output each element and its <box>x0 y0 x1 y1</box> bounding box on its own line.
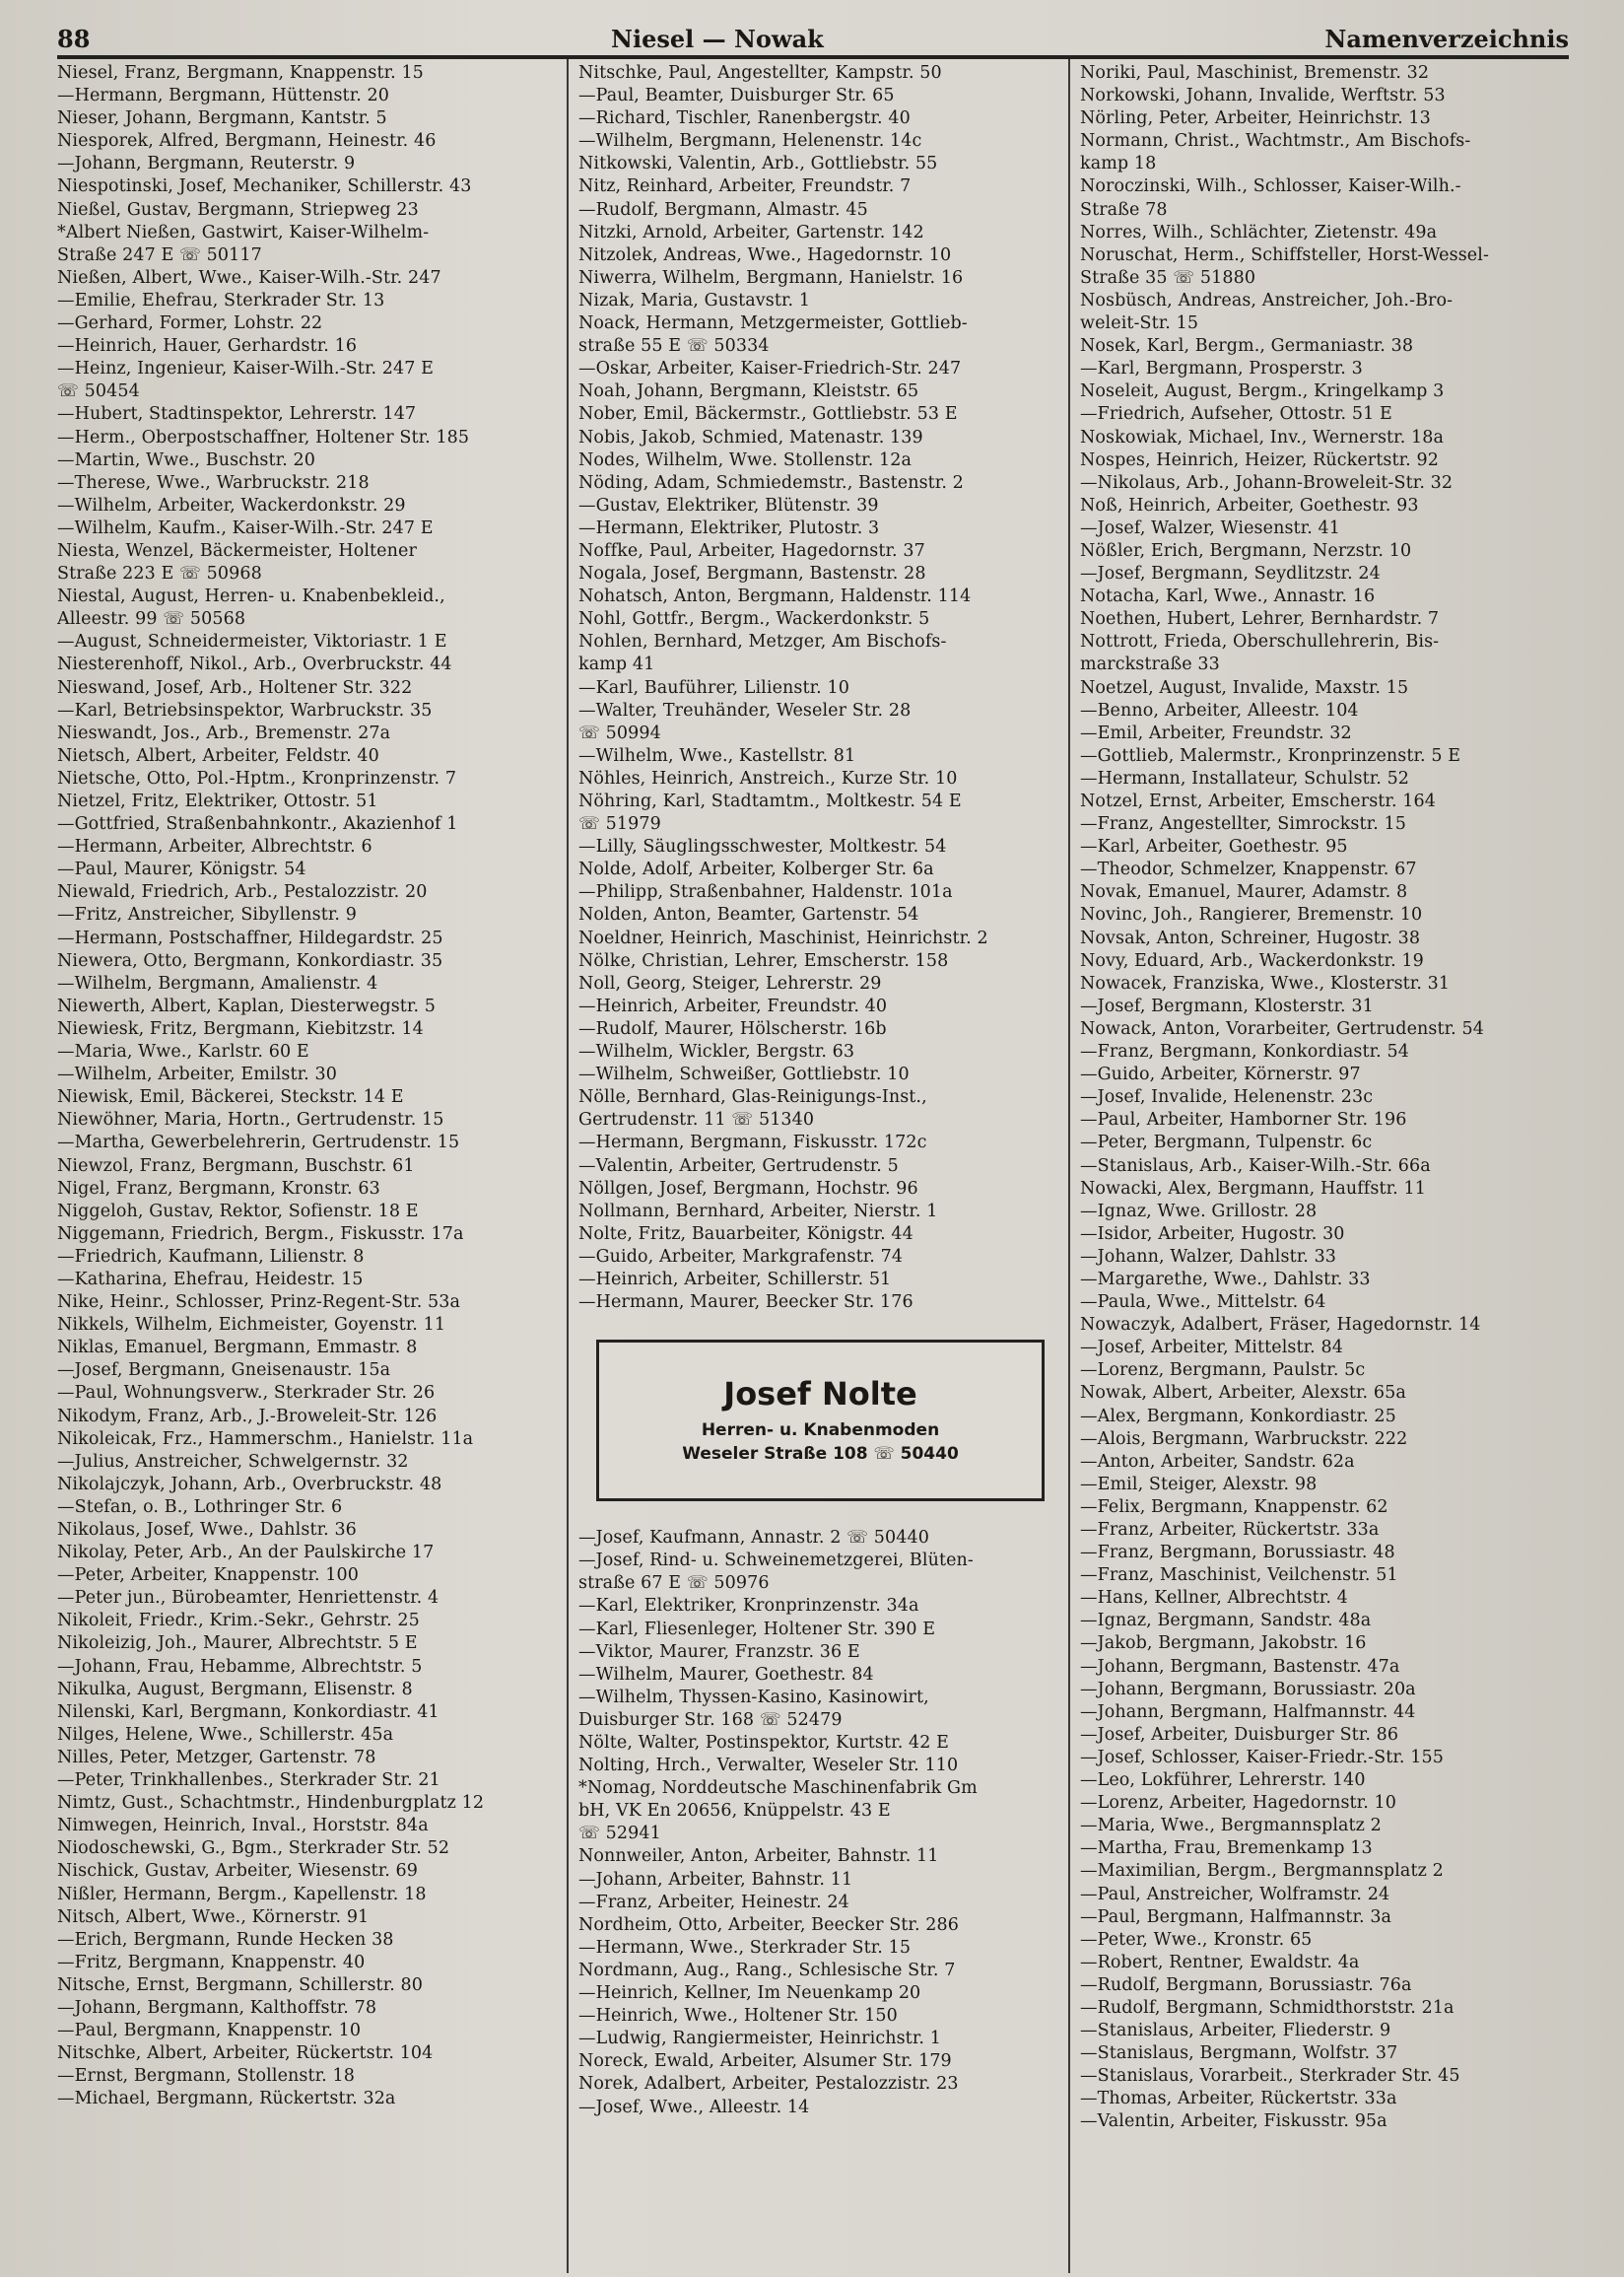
directory-entry: —Hermann, Bergmann, Fiskusstr. 172c <box>578 1133 927 1153</box>
directory-entry: Niewera, Otto, Bergmann, Konkordiastr. 35 <box>57 950 443 971</box>
entry-list-2b <box>578 1527 1062 2118</box>
directory-entry: —Hermann, Bergmann, Hüttenstr. 20 <box>57 86 390 106</box>
directory-entry: Nitzolek, Andreas, Wwe., Hagedornstr. 10 <box>578 244 952 265</box>
directory-entry: —Heinrich, Kellner, Im Neuenkamp 20 <box>578 1983 921 2004</box>
directory-entry: Nordmann, Aug., Rang., Schlesische Str. 7 <box>578 1960 956 1980</box>
directory-entry: —Lorenz, Bergmann, Paulstr. 5c <box>1080 1360 1366 1381</box>
directory-entry: Straße 78 <box>1080 199 1168 220</box>
directory-entry: Nörling, Peter, Arbeiter, Heinrichstr. 13 <box>1080 108 1431 129</box>
directory-entry: Nikkels, Wilhelm, Eichmeister, Goyenstr. 11 <box>57 1315 446 1336</box>
directory-entry: —Rudolf, Bergmann, Almastr. 45 <box>578 199 868 220</box>
directory-entry: Noetzel, August, Invalide, Maxstr. 15 <box>1080 677 1409 698</box>
column-2 <box>567 59 1068 2273</box>
directory-entry: —Josef, Arbeiter, Duisburger Str. 86 <box>1080 1724 1399 1745</box>
directory-entry: —Friedrich, Aufseher, Ottostr. 51 E <box>1080 404 1392 425</box>
directory-entry: —Hans, Kellner, Albrechtstr. 4 <box>1080 1588 1348 1609</box>
directory-entry: Nitschke, Paul, Angestellter, Kampstr. 50 <box>578 63 942 83</box>
directory-entry: Nikodym, Franz, Arb., J.-Broweleit-Str. 126 <box>57 1406 438 1426</box>
directory-entry: Nieser, Johann, Bergmann, Kantstr. 5 <box>57 108 387 129</box>
directory-entry: —Felix, Bergmann, Knappenstr. 62 <box>1080 1496 1388 1517</box>
directory-entry: —Josef, Bergmann, Gneisenaustr. 15a <box>57 1360 391 1381</box>
directory-entry: Noah, Johann, Bergmann, Kleiststr. 65 <box>578 381 919 402</box>
directory-entry: —Paul, Maurer, Königstr. 54 <box>57 860 306 880</box>
directory-entry: Alleestr. 99 ☏ 50568 <box>57 609 246 630</box>
directory-entry: —Leo, Lokführer, Lehrerstr. 140 <box>1080 1770 1366 1791</box>
directory-entry: —Nikolaus, Arb., Johann-Broweleit-Str. 32 <box>1080 472 1454 493</box>
directory-entry: —Stanislaus, Bergmann, Wolfstr. 37 <box>1080 2043 1398 2064</box>
entry-list-1 <box>57 62 561 2110</box>
entry-list-2a <box>578 62 1062 1314</box>
directory-entry: —Emil, Arbeiter, Freundstr. 32 <box>1080 723 1352 743</box>
directory-entry: *Nomag, Norddeutsche Maschinenfabrik Gm <box>578 1778 978 1799</box>
directory-entry: Nohatsch, Anton, Bergmann, Haldenstr. 114 <box>578 586 972 607</box>
directory-entry: —Karl, Bergmann, Prosperstr. 3 <box>1080 359 1363 380</box>
directory-entry: —Wilhelm, Bergmann, Helenenstr. 14c <box>578 131 922 152</box>
directory-entry: —Katharina, Ehefrau, Heidestr. 15 <box>57 1269 364 1289</box>
directory-entry: —Josef, Bergmann, Klosterstr. 31 <box>1080 996 1374 1016</box>
directory-entry: Notzel, Ernst, Arbeiter, Emscherstr. 164 <box>1080 792 1436 811</box>
directory-entry: Nietsch, Albert, Arbeiter, Feldstr. 40 <box>57 745 379 766</box>
directory-entry: Noffke, Paul, Arbeiter, Hagedornstr. 37 <box>578 540 925 561</box>
directory-entry: Nolte, Fritz, Bauarbeiter, Königstr. 44 <box>578 1223 914 1244</box>
directory-entry: Nölte, Walter, Postinspektor, Kurtstr. 42 E <box>578 1733 950 1753</box>
directory-entry: Nikoleizig, Joh., Maurer, Albrechtstr. 5 E <box>57 1633 418 1654</box>
ad-name: Josef Nolte <box>723 1375 917 1414</box>
directory-entry: marckstraße 33 <box>1080 655 1220 675</box>
directory-entry: ☏ 50994 <box>578 723 661 743</box>
directory-entry: weleit-Str. 15 <box>1080 313 1199 334</box>
directory-entry: Nöhles, Heinrich, Anstreich., Kurze Str. 10 <box>578 768 958 789</box>
directory-entry: —Michael, Bergmann, Rückertstr. 32a <box>57 2089 396 2109</box>
directory-entry: Gertrudenstr. 11 ☏ 51340 <box>578 1110 815 1131</box>
columns <box>57 59 1569 2273</box>
directory-entry: —Josef, Walzer, Wiesenstr. 41 <box>1080 518 1340 538</box>
directory-entry: Noruschat, Herm., Schiffsteller, Horst-Wessel- <box>1080 244 1489 265</box>
directory-entry: Noskowiak, Michael, Inv., Wernerstr. 18a <box>1080 427 1445 448</box>
directory-entry: Noack, Hermann, Metzgermeister, Gottlieb- <box>578 313 968 334</box>
directory-entry: Niodoschewski, G., Bgm., Sterkrader Str. 52 <box>57 1838 450 1859</box>
directory-entry: Norkowski, Johann, Invalide, Werftstr. 53 <box>1080 86 1446 106</box>
directory-entry: —Stanislaus, Arbeiter, Fliederstr. 9 <box>1080 2021 1391 2041</box>
directory-entry: —Paul, Bergmann, Halfmannstr. 3a <box>1080 1906 1392 1927</box>
directory-entry: Normann, Christ., Wachtmstr., Am Bischofs- <box>1080 131 1471 152</box>
directory-entry: ☏ 51979 <box>578 814 661 835</box>
directory-entry: —Franz, Bergmann, Borussiastr. 48 <box>1080 1543 1395 1563</box>
directory-entry: —Franz, Maschinist, Veilchenstr. 51 <box>1080 1565 1398 1586</box>
directory-entry: Nöllgen, Josef, Bergmann, Hochstr. 96 <box>578 1178 918 1199</box>
directory-entry: —Ignaz, Wwe. Grillostr. 28 <box>1080 1201 1318 1221</box>
directory-entry: Straße 223 E ☏ 50968 <box>57 564 262 585</box>
directory-entry: —Benno, Arbeiter, Alleestr. 104 <box>1080 700 1359 721</box>
directory-entry: —Karl, Fliesenleger, Holtener Str. 390 E <box>578 1619 936 1639</box>
directory-entry: —Gottfried, Straßenbahnkontr., Akazienhof 1 <box>57 814 458 835</box>
directory-entry: Nober, Emil, Bäckermstr., Gottliebstr. 53 E <box>578 404 958 425</box>
column-3 <box>1068 59 1569 2273</box>
directory-entry: Nosbüsch, Andreas, Anstreicher, Joh.-Bro- <box>1080 290 1454 310</box>
directory-entry: —Josef, Kaufmann, Annastr. 2 ☏ 50440 <box>578 1528 929 1549</box>
directory-entry: Nilenski, Karl, Bergmann, Konkordiastr. 41 <box>57 1701 440 1722</box>
directory-entry: —Gustav, Elektriker, Blütenstr. 39 <box>578 495 879 516</box>
directory-entry: Nikolay, Peter, Arb., An der Paulskirche 17 <box>57 1543 435 1563</box>
directory-entry: —Maximilian, Bergm., Bergmannsplatz 2 <box>1080 1861 1444 1882</box>
directory-entry: —Jakob, Bergmann, Jakobstr. 16 <box>1080 1633 1367 1654</box>
directory-entry: Nodes, Wilhelm, Wwe. Stollenstr. 12a <box>578 449 913 470</box>
directory-entry: —Heinrich, Hauer, Gerhardstr. 16 <box>57 336 358 357</box>
directory-entry: —Emilie, Ehefrau, Sterkrader Str. 13 <box>57 290 385 310</box>
directory-entry: —Heinrich, Wwe., Holtener Str. 150 <box>578 2006 898 2027</box>
directory-entry: —Johann, Walzer, Dahlstr. 33 <box>1080 1246 1337 1267</box>
directory-entry: Niesta, Wenzel, Bäckermeister, Holtener <box>57 540 417 561</box>
directory-entry: Notacha, Karl, Wwe., Annastr. 16 <box>1080 586 1376 607</box>
directory-entry: Nowacek, Franziska, Wwe., Klosterstr. 31 <box>1080 973 1451 994</box>
directory-entry: —Emil, Steiger, Alexstr. 98 <box>1080 1474 1318 1494</box>
page-number: 88 <box>57 25 91 53</box>
directory-entry: —Johann, Frau, Hebamme, Albrechtstr. 5 <box>57 1656 423 1677</box>
directory-entry: ☏ 52941 <box>578 1824 661 1844</box>
directory-entry: —Philipp, Straßenbahner, Haldenstr. 101a <box>578 882 953 903</box>
directory-entry: straße 67 E ☏ 50976 <box>578 1573 770 1594</box>
directory-entry: —Ludwig, Rangiermeister, Heinrichstr. 1 <box>578 2029 941 2049</box>
directory-entry: —Johann, Bergmann, Borussiastr. 20a <box>1080 1679 1416 1699</box>
directory-entry: —Johann, Bergmann, Reuterstr. 9 <box>57 154 356 174</box>
directory-entry: Straße 247 E ☏ 50117 <box>57 244 262 265</box>
directory-entry: —Paul, Bergmann, Knappenstr. 10 <box>57 2021 362 2041</box>
directory-entry: Nischick, Gustav, Arbeiter, Wiesenstr. 69 <box>57 1861 419 1882</box>
ad-line-2: Weseler Straße 108 ☏ 50440 <box>682 1444 959 1465</box>
directory-entry: —Maria, Wwe., Karlstr. 60 E <box>57 1042 309 1063</box>
directory-entry: Noseleit, August, Bergm., Kringelkamp 3 <box>1080 381 1445 402</box>
directory-entry: Noreck, Ewald, Arbeiter, Alsumer Str. 179 <box>578 2051 952 2072</box>
directory-entry: —Hermann, Postschaffner, Hildegardstr. 25 <box>57 928 443 948</box>
directory-entry: Nowaczyk, Adalbert, Fräser, Hagedornstr. 14 <box>1080 1315 1481 1336</box>
directory-entry: Novy, Eduard, Arb., Wackerdonkstr. 19 <box>1080 950 1424 971</box>
directory-entry: —Guido, Arbeiter, Markgrafenstr. 74 <box>578 1246 904 1267</box>
directory-entry: —Ignaz, Bergmann, Sandstr. 48a <box>1080 1611 1372 1631</box>
directory-entry: —Josef, Arbeiter, Mittelstr. 84 <box>1080 1338 1343 1358</box>
directory-entry: —Paul, Arbeiter, Hamborner Str. 196 <box>1080 1110 1407 1131</box>
directory-entry: Nöhring, Karl, Stadtamtm., Moltkestr. 54 E <box>578 792 962 811</box>
directory-entry: Nikulka, August, Bergmann, Elisenstr. 8 <box>57 1679 413 1699</box>
directory-entry: —Franz, Angestellter, Simrockstr. 15 <box>1080 814 1406 835</box>
directory-entry: —Johann, Bergmann, Bastenstr. 47a <box>1080 1656 1400 1677</box>
directory-entry: —Johann, Bergmann, Halfmannstr. 44 <box>1080 1701 1416 1722</box>
directory-entry: —August, Schneidermeister, Viktoriastr. 1 E <box>57 632 447 653</box>
directory-entry: Nobis, Jakob, Schmied, Matenastr. 139 <box>578 427 923 448</box>
directory-entry: —Friedrich, Kaufmann, Lilienstr. 8 <box>57 1246 365 1267</box>
directory-entry: Niewiesk, Fritz, Bergmann, Kiebitzstr. 14 <box>57 1018 424 1039</box>
directory-entry: Nordheim, Otto, Arbeiter, Beecker Str. 286 <box>578 1914 960 1935</box>
directory-entry: Nowacki, Alex, Bergmann, Hauffstr. 11 <box>1080 1178 1426 1199</box>
directory-entry: —Martin, Wwe., Buschstr. 20 <box>57 449 315 470</box>
directory-entry: Nigel, Franz, Bergmann, Kronstr. 63 <box>57 1178 380 1199</box>
directory-entry: —Thomas, Arbeiter, Rückertstr. 33a <box>1080 2089 1397 2109</box>
directory-entry: —Stanislaus, Arb., Kaiser-Wilh.-Str. 66a <box>1080 1155 1431 1176</box>
directory-entry: Nitz, Reinhard, Arbeiter, Freundstr. 7 <box>578 176 912 197</box>
directory-entry: —Paula, Wwe., Mittelstr. 64 <box>1080 1292 1326 1313</box>
directory-entry: kamp 18 <box>1080 154 1157 174</box>
directory-entry: Noll, Georg, Steiger, Lehrerstr. 29 <box>578 973 882 994</box>
directory-entry: Noß, Heinrich, Arbeiter, Goethestr. 93 <box>1080 495 1419 516</box>
directory-entry: —Franz, Arbeiter, Rückertstr. 33a <box>1080 1520 1380 1540</box>
directory-entry: —Karl, Bauführer, Lilienstr. 10 <box>578 677 849 698</box>
directory-entry: —Herm., Oberpostschaffner, Holtener Str. 185 <box>57 427 470 448</box>
directory-entry: Nizak, Maria, Gustavstr. 1 <box>578 290 811 310</box>
directory-entry: Nikolaus, Josef, Wwe., Dahlstr. 36 <box>57 1520 357 1540</box>
advertisement-box <box>596 1340 1045 1501</box>
directory-entry: —Rudolf, Maurer, Hölscherstr. 16b <box>578 1018 887 1039</box>
directory-entry: —Josef, Schlosser, Kaiser-Friedr.-Str. 155 <box>1080 1747 1444 1767</box>
directory-entry: —Valentin, Arbeiter, Fiskusstr. 95a <box>1080 2111 1387 2132</box>
section-title: Namenverzeichnis <box>1324 25 1569 53</box>
directory-entry: Nieswandt, Jos., Arb., Bremenstr. 27a <box>57 723 391 743</box>
directory-entry: Niggeloh, Gustav, Rektor, Sofienstr. 18 E <box>57 1201 419 1221</box>
directory-entry: Noeldner, Heinrich, Maschinist, Heinrichstr. 2 <box>578 928 988 948</box>
directory-entry: —Heinz, Ingenieur, Kaiser-Wilh.-Str. 247 E <box>57 359 435 380</box>
directory-entry: Niggemann, Friedrich, Bergm., Fiskusstr. 17a <box>57 1223 464 1244</box>
directory-entry: Norek, Adalbert, Arbeiter, Pestalozzistr. 23 <box>578 2074 959 2095</box>
directory-entry: kamp 41 <box>578 655 655 675</box>
directory-entry: —Robert, Rentner, Ewaldstr. 4a <box>1080 1952 1360 1972</box>
directory-entry: —Hermann, Wwe., Sterkrader Str. 15 <box>578 1937 912 1958</box>
directory-entry: —Therese, Wwe., Warbruckstr. 218 <box>57 472 370 493</box>
directory-entry: —Wilhelm, Thyssen-Kasino, Kasinowirt, <box>578 1687 929 1707</box>
directory-entry: Nottrott, Frieda, Oberschullehrerin, Bis- <box>1080 632 1440 653</box>
directory-entry: Nohl, Gottfr., Bergm., Wackerdonkstr. 5 <box>578 609 930 630</box>
directory-entry: —Fritz, Bergmann, Knappenstr. 40 <box>57 1952 366 1972</box>
directory-entry: —Hermann, Elektriker, Plutostr. 3 <box>578 518 880 538</box>
ad-line-1: Herren- u. Knabenmoden <box>701 1420 940 1441</box>
directory-entry: Niklas, Emanuel, Bergmann, Emmastr. 8 <box>57 1338 418 1358</box>
directory-entry: —Wilhelm, Arbeiter, Wackerdonkstr. 29 <box>57 495 406 516</box>
directory-entry: Nohlen, Bernhard, Metzger, Am Bischofs- <box>578 632 947 653</box>
directory-entry: Niewald, Friedrich, Arb., Pestalozzistr. 20 <box>57 882 428 903</box>
directory-entry: Nimwegen, Heinrich, Inval., Horststr. 84a <box>57 1816 429 1836</box>
page-header <box>57 14 1569 53</box>
directory-entry: —Peter jun., Bürobeamter, Henriettenstr. 4 <box>57 1588 440 1609</box>
directory-entry: Nößler, Erich, Bergmann, Nerzstr. 10 <box>1080 540 1412 561</box>
directory-entry: —Hermann, Maurer, Beecker Str. 176 <box>578 1292 914 1313</box>
directory-entry: Niewisk, Emil, Bäckerei, Steckstr. 14 E <box>57 1087 404 1108</box>
directory-entry: Niewöhner, Maria, Hortn., Gertrudenstr. 15 <box>57 1110 444 1131</box>
directory-entry: —Margarethe, Wwe., Dahlstr. 33 <box>1080 1269 1371 1289</box>
directory-entry: ☏ 50454 <box>57 381 140 402</box>
directory-entry: Nikoleit, Friedr., Krim.-Sekr., Gehrstr. 25 <box>57 1611 420 1631</box>
directory-entry: straße 55 E ☏ 50334 <box>578 336 770 357</box>
directory-entry: Novsak, Anton, Schreiner, Hugostr. 38 <box>1080 928 1421 948</box>
directory-entry: Duisburger Str. 168 ☏ 52479 <box>578 1709 843 1730</box>
directory-entry: —Theodor, Schmelzer, Knappenstr. 67 <box>1080 860 1417 880</box>
directory-entry: —Rudolf, Bergmann, Schmidthorststr. 21a <box>1080 1997 1455 2018</box>
directory-entry: —Hermann, Arbeiter, Albrechtstr. 6 <box>57 837 372 858</box>
directory-entry: Nogala, Josef, Bergmann, Bastenstr. 28 <box>578 564 926 585</box>
directory-entry: Novak, Emanuel, Maurer, Adamstr. 8 <box>1080 882 1408 903</box>
directory-entry: —Peter, Arbeiter, Knappenstr. 100 <box>57 1565 360 1586</box>
directory-entry: —Viktor, Maurer, Franzstr. 36 E <box>578 1641 860 1662</box>
directory-entry: Nospes, Heinrich, Heizer, Rückertstr. 92 <box>1080 449 1439 470</box>
directory-entry: —Ernst, Bergmann, Stollenstr. 18 <box>57 2066 355 2087</box>
directory-entry: Nolde, Adolf, Arbeiter, Kolberger Str. 6a <box>578 860 934 880</box>
directory-entry: —Heinrich, Arbeiter, Schillerstr. 51 <box>578 1269 892 1289</box>
directory-entry: —Erich, Bergmann, Runde Hecken 38 <box>57 1929 394 1950</box>
directory-entry: —Hubert, Stadtinspektor, Lehrerstr. 147 <box>57 404 417 425</box>
directory-entry: —Franz, Arbeiter, Heinestr. 24 <box>578 1892 849 1912</box>
directory-entry: Niwerra, Wilhelm, Bergmann, Hanielstr. 16 <box>578 267 964 288</box>
directory-entry: —Gerhard, Former, Lohstr. 22 <box>57 313 323 334</box>
column-1 <box>57 59 567 2273</box>
directory-entry: bH, VK En 20656, Knüppelstr. 43 E <box>578 1801 891 1822</box>
directory-entry: Niesterenhoff, Nikol., Arb., Overbruckstr. 44 <box>57 655 452 675</box>
directory-entry: —Maria, Wwe., Bergmannsplatz 2 <box>1080 1816 1382 1836</box>
directory-entry: —Franz, Bergmann, Konkordiastr. 54 <box>1080 1042 1409 1063</box>
directory-entry: —Martha, Frau, Bremenkamp 13 <box>1080 1838 1373 1859</box>
directory-entry: —Paul, Wohnungsverw., Sterkrader Str. 26 <box>57 1383 436 1404</box>
directory-entry: Nikoleicak, Frz., Hammerschm., Hanielstr. 11a <box>57 1428 474 1449</box>
directory-entry: Nitkowski, Valentin, Arb., Gottliebstr. 55 <box>578 154 938 174</box>
directory-entry: Noriki, Paul, Maschinist, Bremenstr. 32 <box>1080 63 1430 83</box>
directory-entry: Niestal, August, Herren- u. Knabenbekleid., <box>57 586 445 607</box>
directory-entry: —Anton, Arbeiter, Sandstr. 62a <box>1080 1451 1355 1472</box>
directory-entry: —Walter, Treuhänder, Weseler Str. 28 <box>578 700 912 721</box>
directory-entry: —Julius, Anstreicher, Schwelgernstr. 32 <box>57 1451 409 1472</box>
directory-entry: Nölle, Bernhard, Glas-Reinigungs-Inst., <box>578 1087 927 1108</box>
directory-entry: Nowack, Anton, Vorarbeiter, Gertrudenstr. 54 <box>1080 1018 1484 1039</box>
directory-entry: Nöding, Adam, Schmiedemstr., Bastenstr. 2 <box>578 472 964 493</box>
directory-entry: Nißler, Hermann, Bergm., Kapellenstr. 18 <box>57 1884 427 1904</box>
directory-entry: —Peter, Bergmann, Tulpenstr. 6c <box>1080 1133 1373 1153</box>
name-range: Niesel — Nowak <box>611 25 824 53</box>
directory-entry: —Wilhelm, Arbeiter, Emilstr. 30 <box>57 1065 337 1085</box>
directory-entry: —Wilhelm, Maurer, Goethestr. 84 <box>578 1664 874 1685</box>
directory-entry: —Alois, Bergmann, Warbruckstr. 222 <box>1080 1428 1408 1449</box>
directory-entry: —Isidor, Arbeiter, Hugostr. 30 <box>1080 1223 1345 1244</box>
directory-entry: Niesel, Franz, Bergmann, Knappenstr. 15 <box>57 63 424 83</box>
directory-entry: Nimtz, Gust., Schachtmstr., Hindenburgplatz 12 <box>57 1793 485 1814</box>
directory-entry: Nitsch, Albert, Wwe., Körnerstr. 91 <box>57 1906 370 1927</box>
directory-entry: —Karl, Elektriker, Kronprinzenstr. 34a <box>578 1596 919 1617</box>
directory-entry: Nosek, Karl, Bergm., Germaniastr. 38 <box>1080 336 1414 357</box>
directory-entry: Nölke, Christian, Lehrer, Emscherstr. 158 <box>578 950 949 971</box>
directory-entry: *Albert Nießen, Gastwirt, Kaiser-Wilhelm- <box>57 222 430 242</box>
directory-entry: Nikolajczyk, Johann, Arb., Overbruckstr. 48 <box>57 1474 442 1494</box>
directory-entry: Nitschke, Albert, Arbeiter, Rückertstr. 104 <box>57 2043 434 2064</box>
directory-entry: Nolden, Anton, Beamter, Gartenstr. 54 <box>578 905 919 926</box>
directory-entry: Nieswand, Josef, Arb., Holtener Str. 322 <box>57 677 413 698</box>
directory-entry: Nilles, Peter, Metzger, Gartenstr. 78 <box>57 1747 376 1767</box>
directory-entry: Straße 35 ☏ 51880 <box>1080 267 1256 288</box>
directory-entry: Norres, Wilh., Schlächter, Zietenstr. 49a <box>1080 222 1438 242</box>
directory-entry: —Wilhelm, Kaufm., Kaiser-Wilh.-Str. 247 E <box>57 518 434 538</box>
directory-entry: —Guido, Arbeiter, Körnerstr. 97 <box>1080 1065 1361 1085</box>
directory-entry: Nike, Heinr., Schlosser, Prinz-Regent-Str. 53a <box>57 1292 461 1313</box>
directory-entry: —Stefan, o. B., Lothringer Str. 6 <box>57 1496 343 1517</box>
directory-entry: —Johann, Arbeiter, Bahnstr. 11 <box>578 1869 853 1890</box>
directory-entry: Nowak, Albert, Arbeiter, Alexstr. 65a <box>1080 1383 1406 1404</box>
directory-entry: Nitsche, Ernst, Bergmann, Schillerstr. 80 <box>57 1974 424 1995</box>
directory-entry: —Johann, Bergmann, Kalthoffstr. 78 <box>57 1997 377 2018</box>
directory-entry: Nießen, Albert, Wwe., Kaiser-Wilh.-Str. 247 <box>57 267 441 288</box>
directory-entry: —Lilly, Säuglingsschwester, Moltkestr. 54 <box>578 837 947 858</box>
directory-entry: Nitzki, Arnold, Arbeiter, Gartenstr. 142 <box>578 222 924 242</box>
directory-entry: —Karl, Arbeiter, Goethestr. 95 <box>1080 837 1348 858</box>
directory-entry: —Wilhelm, Wickler, Bergstr. 63 <box>578 1042 855 1063</box>
directory-entry: Niespotinski, Josef, Mechaniker, Schillerstr. 43 <box>57 176 472 197</box>
directory-entry: —Karl, Betriebsinspektor, Warbruckstr. 35 <box>57 700 433 721</box>
directory-entry: —Fritz, Anstreicher, Sibyllenstr. 9 <box>57 905 357 926</box>
directory-entry: —Oskar, Arbeiter, Kaiser-Friedrich-Str. 247 <box>578 359 962 380</box>
directory-entry: Niewerth, Albert, Kaplan, Diesterwegstr. 5 <box>57 996 437 1016</box>
directory-entry: Novinc, Joh., Rangierer, Bremenstr. 10 <box>1080 905 1423 926</box>
directory-entry: Nietzel, Fritz, Elektriker, Ottostr. 51 <box>57 792 378 811</box>
directory-entry: Nießel, Gustav, Bergmann, Striepweg 23 <box>57 199 419 220</box>
directory-entry: —Paul, Anstreicher, Wolframstr. 24 <box>1080 1884 1390 1904</box>
directory-entry: Nonnweiler, Anton, Arbeiter, Bahnstr. 11 <box>578 1846 939 1867</box>
directory-entry: Noethen, Hubert, Lehrer, Bernhardstr. 7 <box>1080 609 1440 630</box>
directory-entry: Nolting, Hrch., Verwalter, Weseler Str. 110 <box>578 1756 959 1776</box>
directory-entry: Noroczinski, Wilh., Schlosser, Kaiser-Wilh.- <box>1080 176 1461 197</box>
directory-entry: Niesporek, Alfred, Bergmann, Heinestr. 46 <box>57 131 437 152</box>
directory-entry: —Peter, Wwe., Kronstr. 65 <box>1080 1929 1313 1950</box>
directory-entry: —Gottlieb, Malermstr., Kronprinzenstr. 5 E <box>1080 745 1461 766</box>
directory-entry: —Richard, Tischler, Ranenbergstr. 40 <box>578 108 911 129</box>
directory-entry: —Josef, Wwe., Alleestr. 14 <box>578 2097 810 2117</box>
directory-entry: —Wilhelm, Schweißer, Gottliebstr. 10 <box>578 1065 910 1085</box>
directory-entry: —Peter, Trinkhallenbes., Sterkrader Str. 21 <box>57 1770 440 1791</box>
directory-entry: —Lorenz, Arbeiter, Hagedornstr. 10 <box>1080 1793 1396 1814</box>
directory-entry: —Alex, Bergmann, Konkordiastr. 25 <box>1080 1406 1396 1426</box>
directory-entry: —Paul, Beamter, Duisburger Str. 65 <box>578 86 895 106</box>
directory-entry: —Rudolf, Bergmann, Borussiastr. 76a <box>1080 1974 1412 1995</box>
directory-entry: —Josef, Bergmann, Seydlitzstr. 24 <box>1080 564 1381 585</box>
directory-entry: —Josef, Invalide, Helenenstr. 23c <box>1080 1087 1374 1108</box>
directory-entry: —Stanislaus, Vorarbeit., Sterkrader Str. 45 <box>1080 2066 1460 2087</box>
directory-entry: —Valentin, Arbeiter, Gertrudenstr. 5 <box>578 1155 899 1176</box>
directory-entry: Nollmann, Bernhard, Arbeiter, Nierstr. 1 <box>578 1201 938 1221</box>
directory-entry: —Martha, Gewerbelehrerin, Gertrudenstr. 15 <box>57 1133 460 1153</box>
directory-entry: —Josef, Rind- u. Schweinemetzgerei, Blüten- <box>578 1551 974 1571</box>
entry-list-3 <box>1080 62 1569 2134</box>
directory-entry: —Wilhelm, Bergmann, Amalienstr. 4 <box>57 973 378 994</box>
directory-entry: —Hermann, Installateur, Schulstr. 52 <box>1080 768 1410 789</box>
directory-entry: Nietsche, Otto, Pol.-Hptm., Kronprinzenstr. 7 <box>57 768 457 789</box>
directory-entry: Niewzol, Franz, Bergmann, Buschstr. 61 <box>57 1155 415 1176</box>
directory-entry: Nilges, Helene, Wwe., Schillerstr. 45a <box>57 1724 394 1745</box>
directory-entry: —Heinrich, Arbeiter, Freundstr. 40 <box>578 996 888 1016</box>
directory-entry: —Wilhelm, Wwe., Kastellstr. 81 <box>578 745 856 766</box>
